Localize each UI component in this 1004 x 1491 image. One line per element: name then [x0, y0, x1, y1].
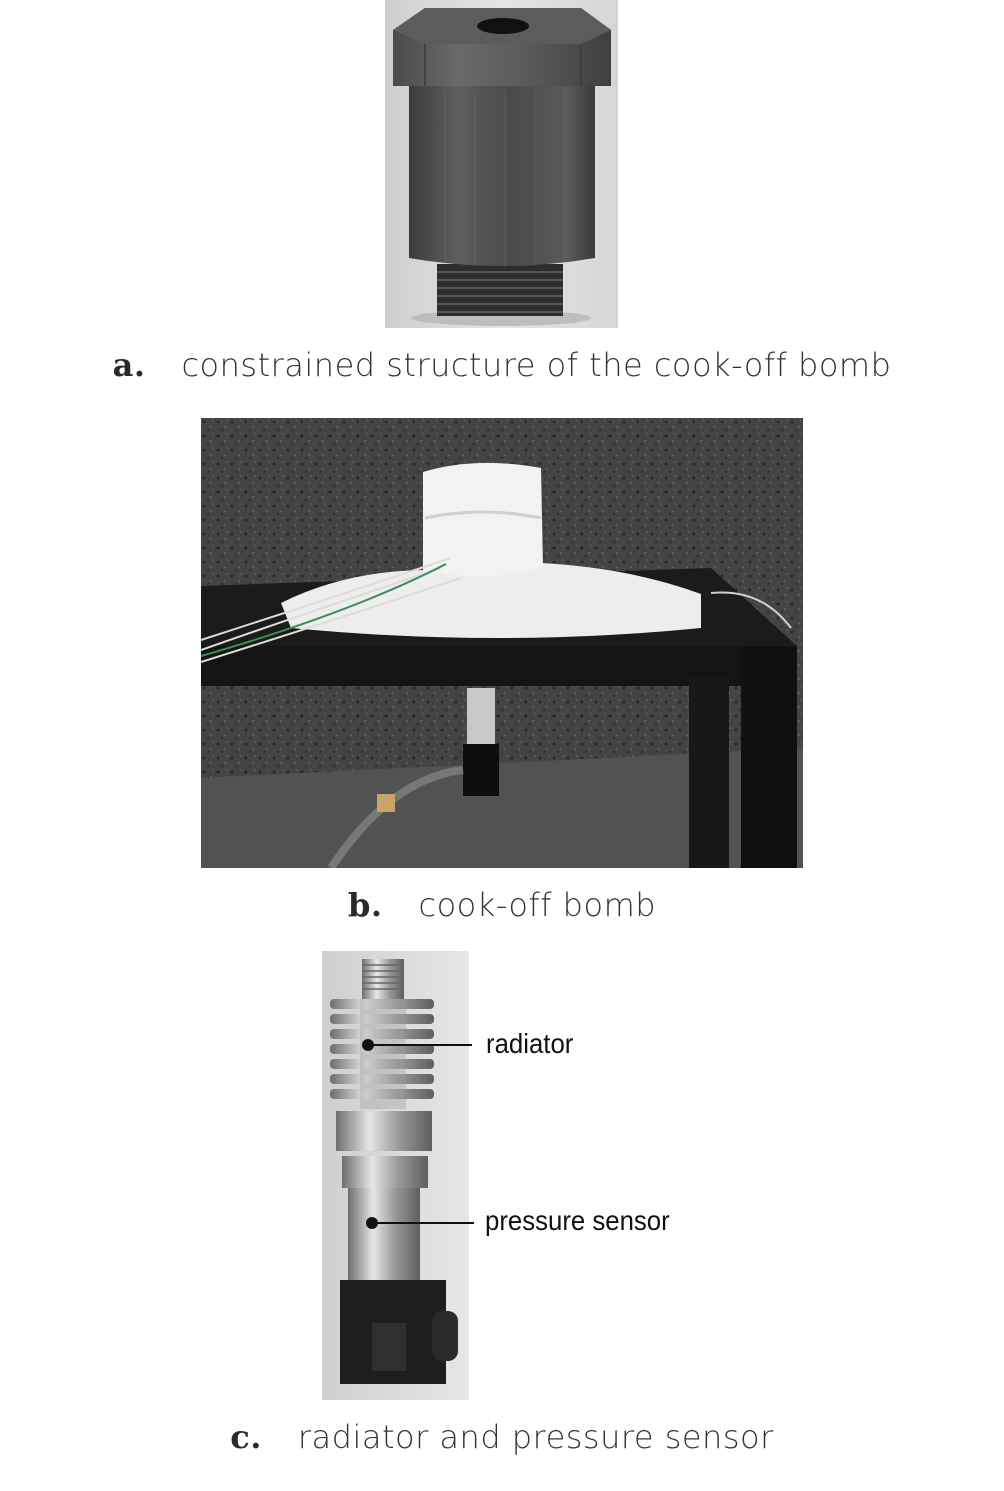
caption-panel-a [0, 346, 1004, 384]
photo-radiator-and-pressure-sensor [322, 951, 469, 1400]
radiator-label: radiator [486, 1028, 574, 1059]
photo-cook-off-bomb [201, 418, 803, 868]
caption-letter-b: b. [347, 886, 383, 924]
caption-text-b: cook-off bomb [418, 886, 657, 924]
caption-letter-a: a. [112, 346, 146, 384]
caption-text-a: constrained structure of the cook-off bomb [181, 346, 892, 384]
pressure-sensor-label: pressure sensor [485, 1205, 670, 1236]
caption-text-c: radiator and pressure sensor [297, 1418, 774, 1456]
radiator-leader-line [368, 1044, 472, 1046]
pressure-sensor-leader-line [372, 1222, 474, 1224]
caption-letter-c: c. [230, 1418, 262, 1456]
caption-panel-b [0, 886, 1004, 924]
caption-panel-c [0, 1418, 1004, 1456]
photo-constrained-structure [385, 0, 618, 328]
